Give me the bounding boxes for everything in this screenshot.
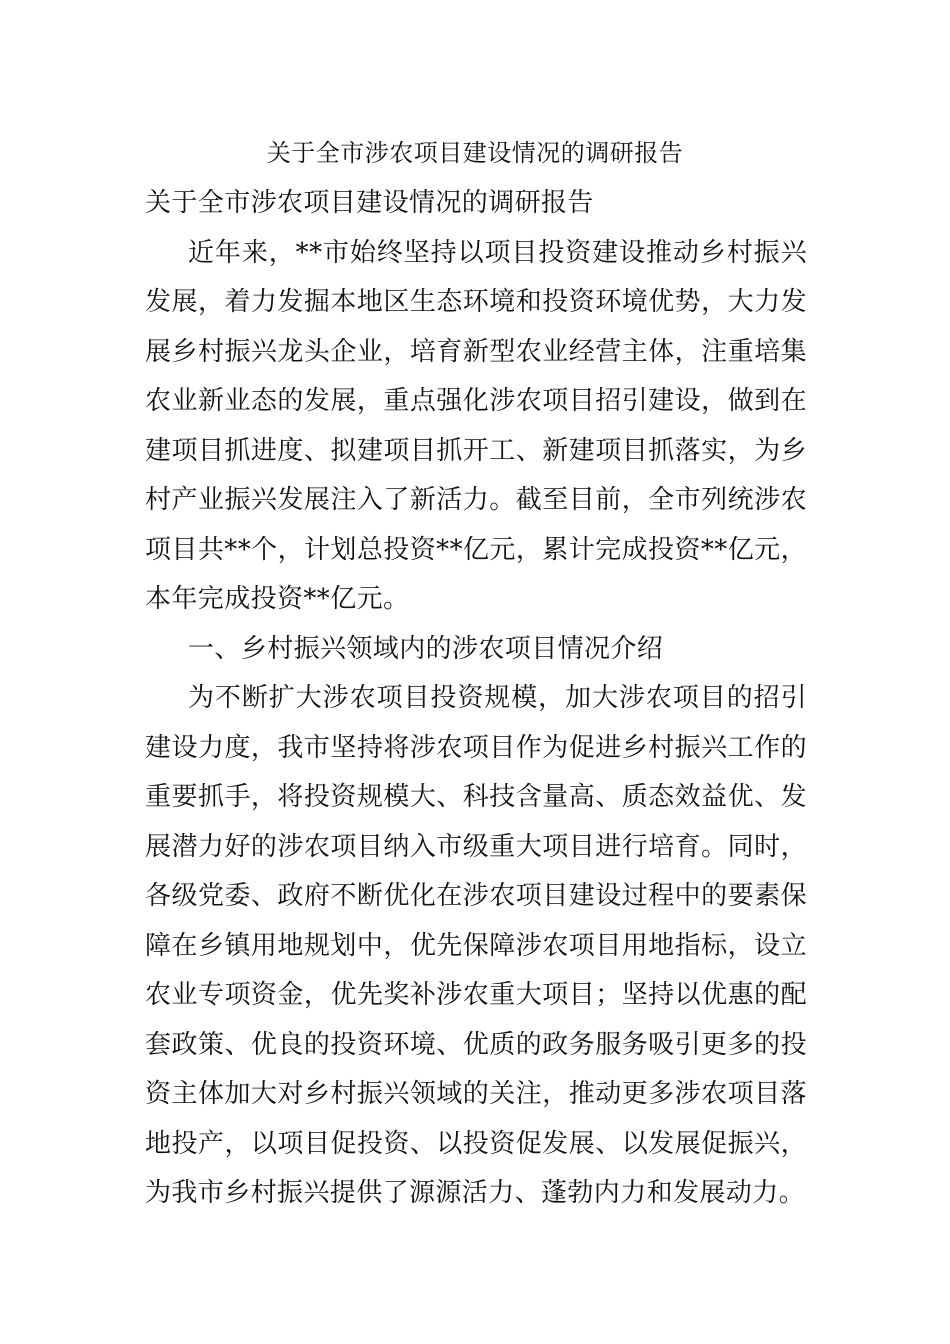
- document-body: [145, 179, 807, 1219]
- document-subtitle: 关于全市涉农项目建设情况的调研报告: [145, 188, 594, 218]
- document-title: 关于全市涉农项目建设情况的调研报告: [266, 139, 684, 167]
- paragraph-intro: 近年来，**市始终坚持以项目投资建设推动乡村振兴发展，着力发掘本地区生态环境和投资环境优势，大力发展乡村振兴龙头企业，培育新型农业经营主体，注重培集农业新业态的发展，重点强化涉农项目招引建设，做到在建项目抓进度、拟建项目抓开工、新建项目抓落实，为乡村产业振兴发展注入了新活力。截至目前，全市列统涉农项目共**个，计划总投资**亿元，累计完成投资**亿元，本年完成投资**亿元。: [145, 237, 807, 614]
- section-heading-1: 一、乡村振兴领域内的涉农项目情况介绍: [188, 633, 664, 664]
- paragraph-section-1: 为不断扩大涉农项目投资规模，加大涉农项目的招引建设力度，我市坚持将涉农项目作为促进乡村振兴工作的重要抓手，将投资规模大、科技含量高、质态效益优、发展潜力好的涉农项目纳入市级重大项目进行培育。同时，各级党委、政府不断优化在涉农项目建设过程中的要素保障在乡镇用地规划中，优先保障涉农项目用地指标，设立农业专项资金，优先奖补涉农重大项目；坚持以优惠的配套政策、优良的投资环境、优质的政务服务吸引更多的投资主体加大对乡村振兴领域的关注，推动更多涉农项目落地投产，以项目促投资、以投资促发展、以发展促振兴，为我市乡村振兴提供了源源活力、蓬勃内力和发展动力。: [145, 683, 807, 1208]
